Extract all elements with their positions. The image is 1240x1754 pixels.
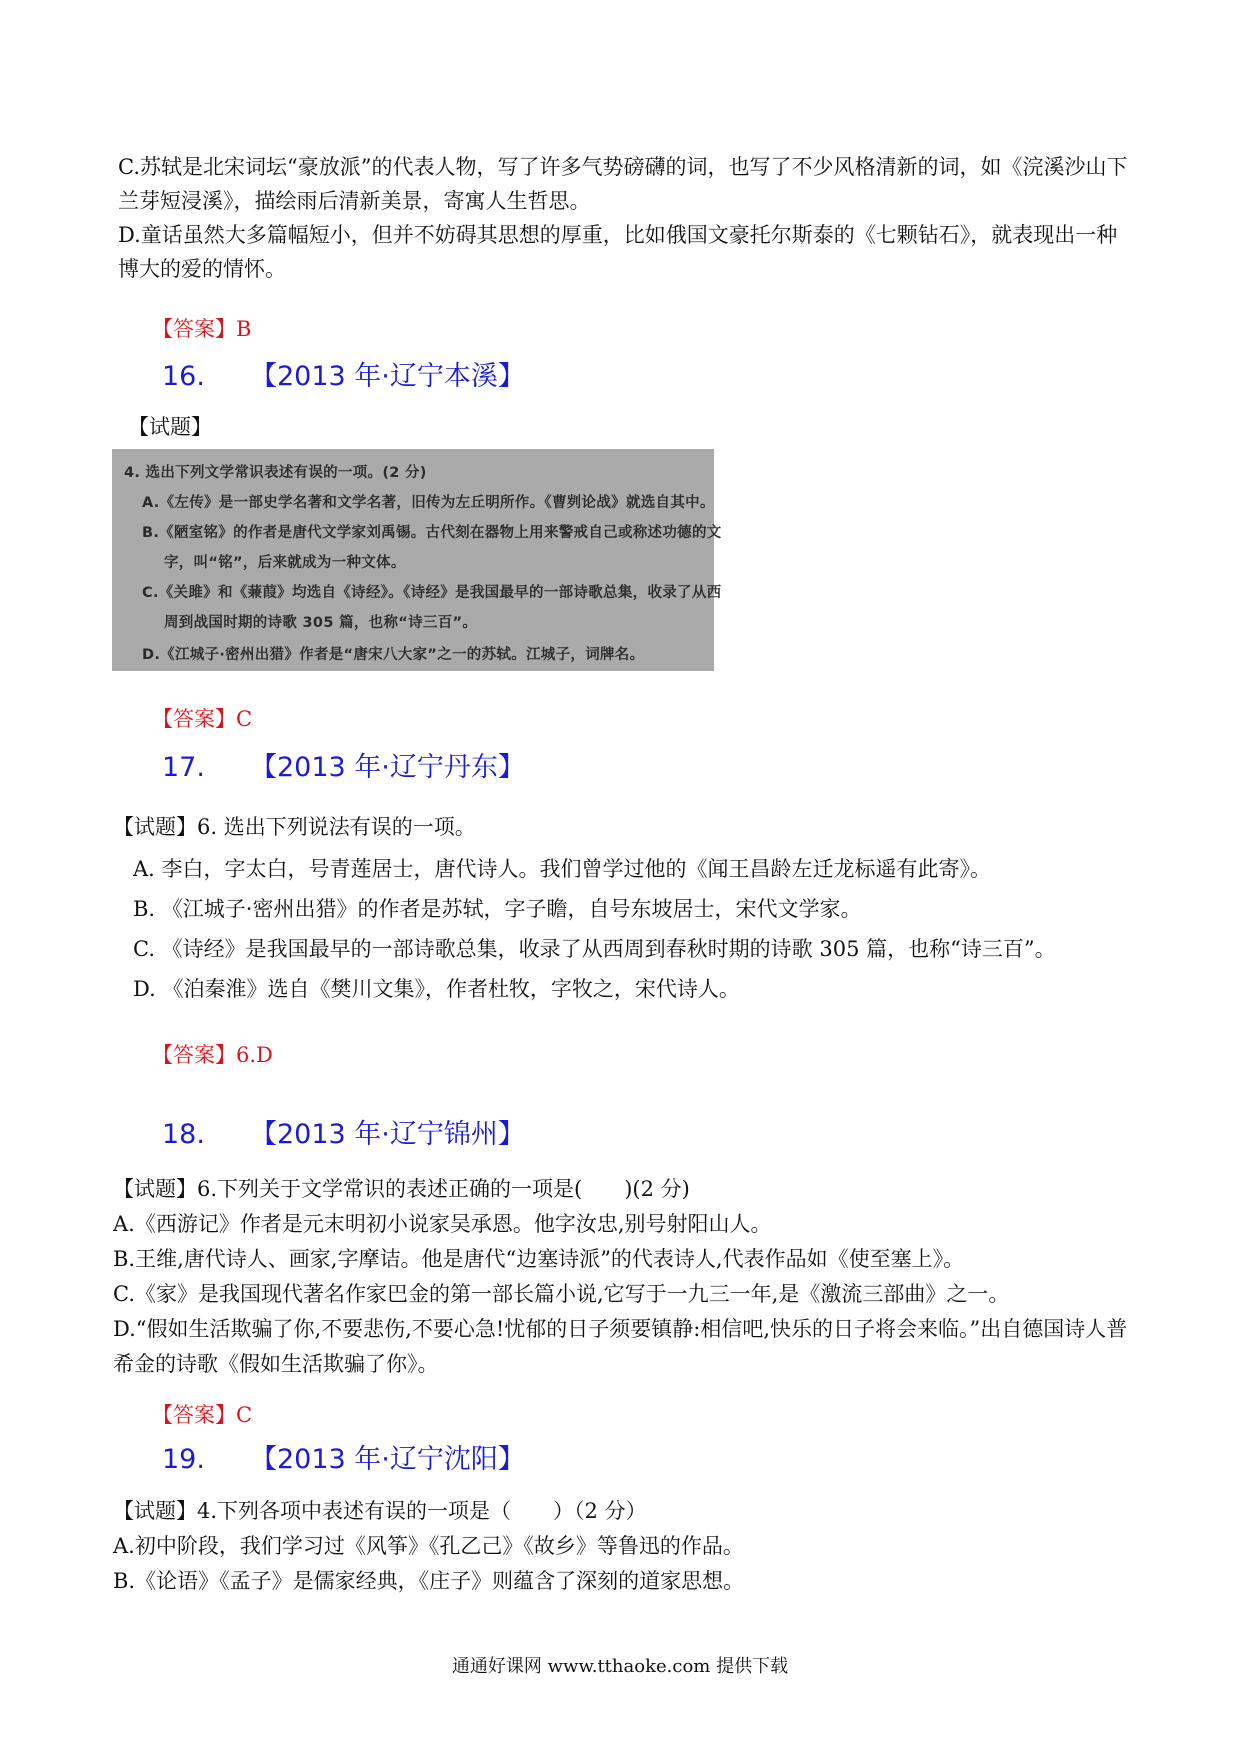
scan-line: C.《关雎》和《蒹葭》均选自《诗经》。《诗经》是我国最早的一部诗歌总集，收录了从西 [142,585,722,601]
option-a: A. 李白，字太白，号青莲居士，唐代诗人。我们曾学过他的《闻王昌龄左迁龙标遥有此寄》。 [133,857,992,881]
answer-q15: 【答案】B [152,317,252,341]
scan-line: 字，叫“铭”，后来就成为一种文体。 [164,555,406,571]
question-stem: 【试题】6.下列关于文学常识的表述正确的一项是( )(2 分) [113,1177,690,1201]
scan-line: 周到战国时期的诗歌 305 篇，也称“诗三百”。 [164,615,478,631]
option-block-q15 [118,150,1128,286]
option-c: C. 《诗经》是我国最早的一部诗歌总集，收录了从西周到春秋时期的诗歌 305 篇，也称“诗三百”。 [133,937,1056,961]
option-a: A.《西游记》作者是元末明初小说家吴承恩。他字汝忠,别号射阳山人。 [113,1212,772,1236]
option-c: C.《家》是我国现代著名作家巴金的第一部长篇小说,它写于一九三一年,是《激流三部曲》之一。 [113,1282,1010,1306]
question-source: 【2013 年·辽宁本溪】 [250,361,525,392]
question-stem: 【试题】4.下列各项中表述有误的一项是（ ）（2 分） [113,1499,647,1523]
option-b: B.《论语》《孟子》是儒家经典，《庄子》则蕴含了深刻的道家思想。 [113,1569,745,1593]
option-d: D.童话虽然大多篇幅短小，但并不妨碍其思想的厚重，比如俄国文豪托尔斯泰的《七颗钻石》，就表现出一种博大的爱的情怀。 [118,223,1118,281]
answer-q17: 【答案】6.D [152,1043,273,1067]
scan-line: D.《江城子·密州出猎》作者是“唐宋八大家”之一的苏轼。江城子，词牌名。 [142,647,645,663]
scan-line: A.《左传》是一部史学名著和文学名著，旧传为左丘明所作。《曹刿论战》就选自其中。 [142,495,715,511]
question-number: 17. [162,752,205,783]
question-source: 【2013 年·辽宁沈阳】 [250,1444,525,1475]
option-a: A.初中阶段，我们学习过《风筝》《孔乙己》《故乡》等鲁迅的作品。 [113,1534,744,1558]
question-heading-16 [162,358,525,396]
scan-line: B.《陋室铭》的作者是唐代文学家刘禹锡。古代刻在器物上用来警戒自己或称述功德的文 [142,525,722,541]
option-d: D.“假如生活欺骗了你,不要悲伤,不要心急!忧郁的日子须要镇静:相信吧,快乐的日子将会来临。”出自德国诗人普希金的诗歌《假如生活欺骗了你》。 [113,1317,1128,1376]
question-source: 【2013 年·辽宁锦州】 [250,1119,525,1150]
option-b: B. 《江城子·密州出猎》的作者是苏轼，字子瞻，自号东坡居士，宋代文学家。 [133,897,862,921]
question-number: 19. [162,1444,205,1475]
question-heading-18 [162,1116,525,1154]
page-footer: 通通好课网 www.tthaoke.com 提供下载 [451,1656,789,1677]
question-heading-17 [162,749,525,787]
scan-line: 4. 选出下列文学常识表述有误的一项。(2 分) [124,465,427,481]
answer-q16: 【答案】C [152,707,253,731]
question-body-18 [113,1172,1143,1382]
question-source: 【2013 年·辽宁丹东】 [250,752,525,783]
question-number: 16. [162,361,205,392]
option-d: D. 《泊秦淮》选自《樊川文集》，作者杜牧，字牧之，宋代诗人。 [133,977,740,1001]
question-label-16: 【试题】 [128,415,212,439]
question-body-19 [113,1494,1143,1599]
option-b: B.王维,唐代诗人、画家,字摩诘。他是唐代“边塞诗派”的代表诗人,代表作品如《使至塞上》。 [113,1247,965,1271]
option-c: C.苏轼是北宋词坛“豪放派”的代表人物，写了许多气势磅礴的词，也写了不少风格清新的词，如《浣溪沙山下兰芽短浸溪》，描绘雨后清新美景，寄寓人生哲思。 [118,155,1128,213]
answer-q18: 【答案】C [152,1403,253,1427]
question-stem-17: 【试题】6. 选出下列说法有误的一项。 [113,815,476,839]
question-number: 18. [162,1119,205,1150]
question-heading-19 [162,1441,525,1479]
scanned-question-image [112,449,722,671]
